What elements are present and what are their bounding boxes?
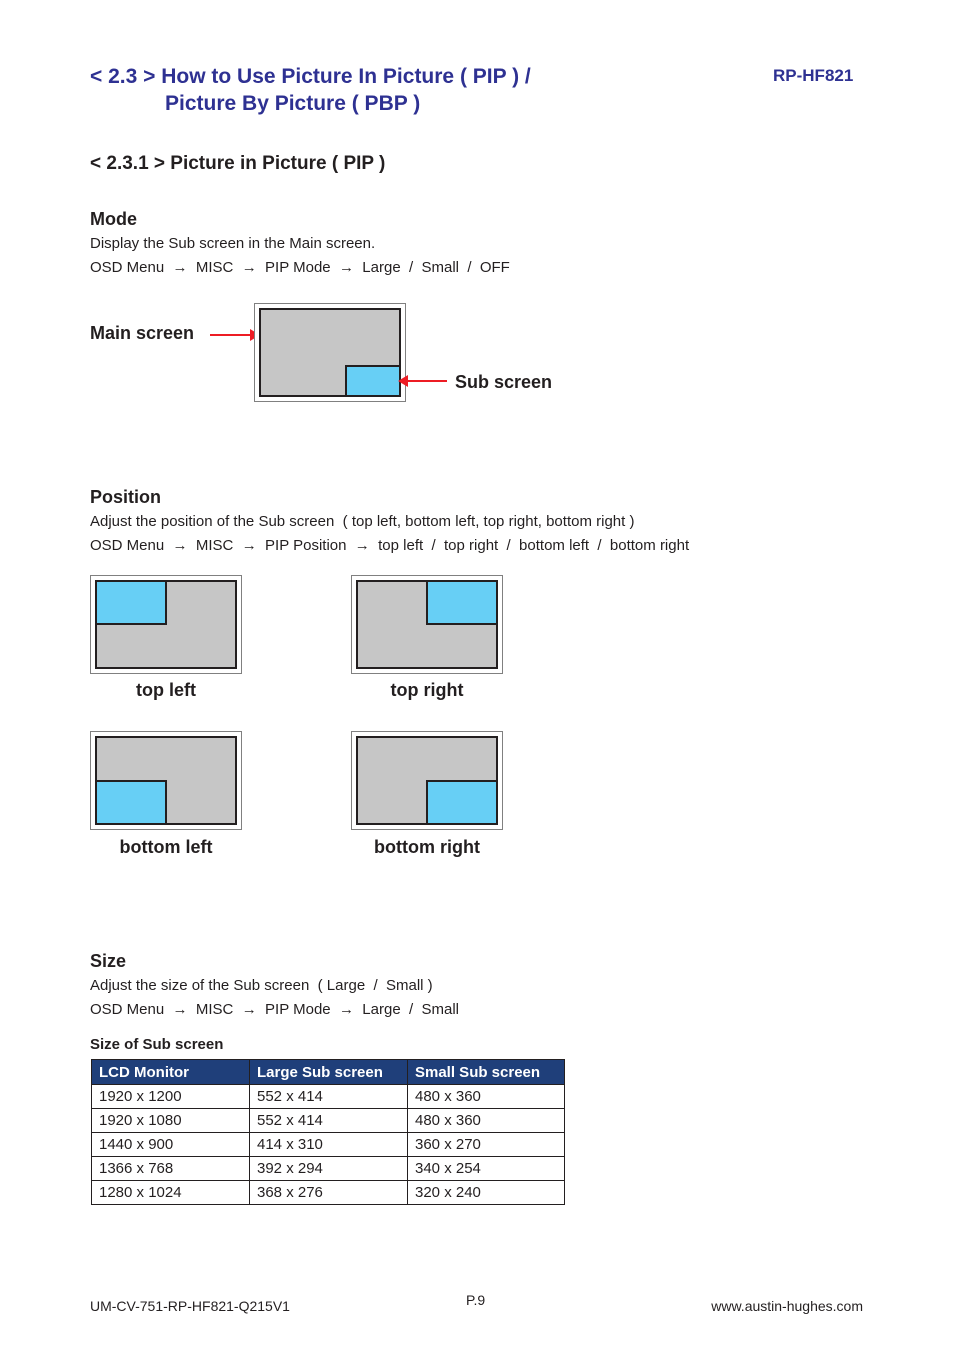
table-cell: 368 x 276 — [250, 1181, 408, 1205]
table-row — [92, 1181, 565, 1205]
diagram-bottom-right — [351, 731, 503, 830]
model-number: RP-HF821 — [773, 66, 854, 85]
table-cell: 1440 x 900 — [92, 1133, 250, 1157]
diagram-top-left — [90, 575, 242, 674]
column-header: LCD Monitor — [92, 1060, 250, 1085]
sub-screen — [95, 580, 167, 625]
sub-screen-label: Sub screen — [455, 372, 553, 392]
position-heading: Position — [90, 487, 161, 507]
mode-heading: Mode — [90, 209, 137, 229]
size-table-title: Size of Sub screen — [90, 1036, 224, 1053]
sub-screen-size-table — [91, 1059, 565, 1205]
label-top-left: top left — [136, 680, 196, 700]
table-cell: 320 x 240 — [408, 1181, 565, 1205]
table-cell: 1280 x 1024 — [92, 1181, 250, 1205]
table-cell: 1920 x 1200 — [92, 1085, 250, 1109]
table-cell: 340 x 254 — [408, 1157, 565, 1181]
sub-screen — [426, 780, 498, 825]
label-bottom-left: bottom left — [119, 837, 213, 857]
table-cell: 360 x 270 — [408, 1133, 565, 1157]
sub-screen-arrow — [404, 380, 447, 382]
size-osd-path: OSD Menu → MISC → PIP Mode → Large / Small — [90, 1001, 460, 1018]
subsection-title: < 2.3.1 > Picture in Picture ( PIP ) — [90, 153, 386, 174]
table-row — [92, 1085, 565, 1109]
diagram-top-right — [351, 575, 503, 674]
section-title-line2: Picture By Picture ( PBP ) — [165, 92, 421, 115]
document-code: UM-CV-751-RP-HF821-Q215V1 — [90, 1298, 290, 1314]
table-cell: 414 x 310 — [250, 1133, 408, 1157]
table-cell: 1366 x 768 — [92, 1157, 250, 1181]
mode-description: Display the Sub screen in the Main screen. — [90, 235, 376, 252]
table-cell: 1920 x 1080 — [92, 1109, 250, 1133]
position-osd-path: OSD Menu → MISC → PIP Position → top left / top right / bottom left / bottom right — [90, 537, 690, 554]
sub-screen — [426, 580, 498, 625]
website-link[interactable]: www.austin-hughes.com — [711, 1298, 863, 1314]
table-cell: 552 x 414 — [250, 1085, 408, 1109]
size-description: Adjust the size of the Sub screen ( Large / Small ) — [90, 977, 433, 994]
main-screen-arrow — [210, 334, 254, 336]
section-title-line1: < 2.3 > How to Use Picture In Picture ( PIP ) / — [90, 65, 531, 88]
label-top-right: top right — [390, 680, 464, 700]
page-number: P.9 — [466, 1292, 486, 1308]
column-header: Small Sub screen — [408, 1060, 565, 1085]
main-screen-label: Main screen — [90, 323, 195, 343]
table-row — [92, 1109, 565, 1133]
table-header-row — [92, 1060, 565, 1085]
table-cell: 392 x 294 — [250, 1157, 408, 1181]
label-bottom-right: bottom right — [374, 837, 480, 857]
table-cell: 552 x 414 — [250, 1109, 408, 1133]
table-row — [92, 1133, 565, 1157]
table-row — [92, 1157, 565, 1181]
sub-screen — [95, 780, 167, 825]
table-cell: 480 x 360 — [408, 1109, 565, 1133]
diagram-bottom-left — [90, 731, 242, 830]
mode-osd-path: OSD Menu → MISC → PIP Mode → Large / Small / OFF — [90, 259, 510, 276]
position-description: Adjust the position of the Sub screen ( top left, bottom left, top right, bottom right ) — [90, 513, 635, 530]
sub-screen — [345, 365, 401, 397]
table-cell: 480 x 360 — [408, 1085, 565, 1109]
mode-diagram — [254, 303, 406, 402]
column-header: Large Sub screen — [250, 1060, 408, 1085]
size-heading: Size — [90, 951, 127, 971]
